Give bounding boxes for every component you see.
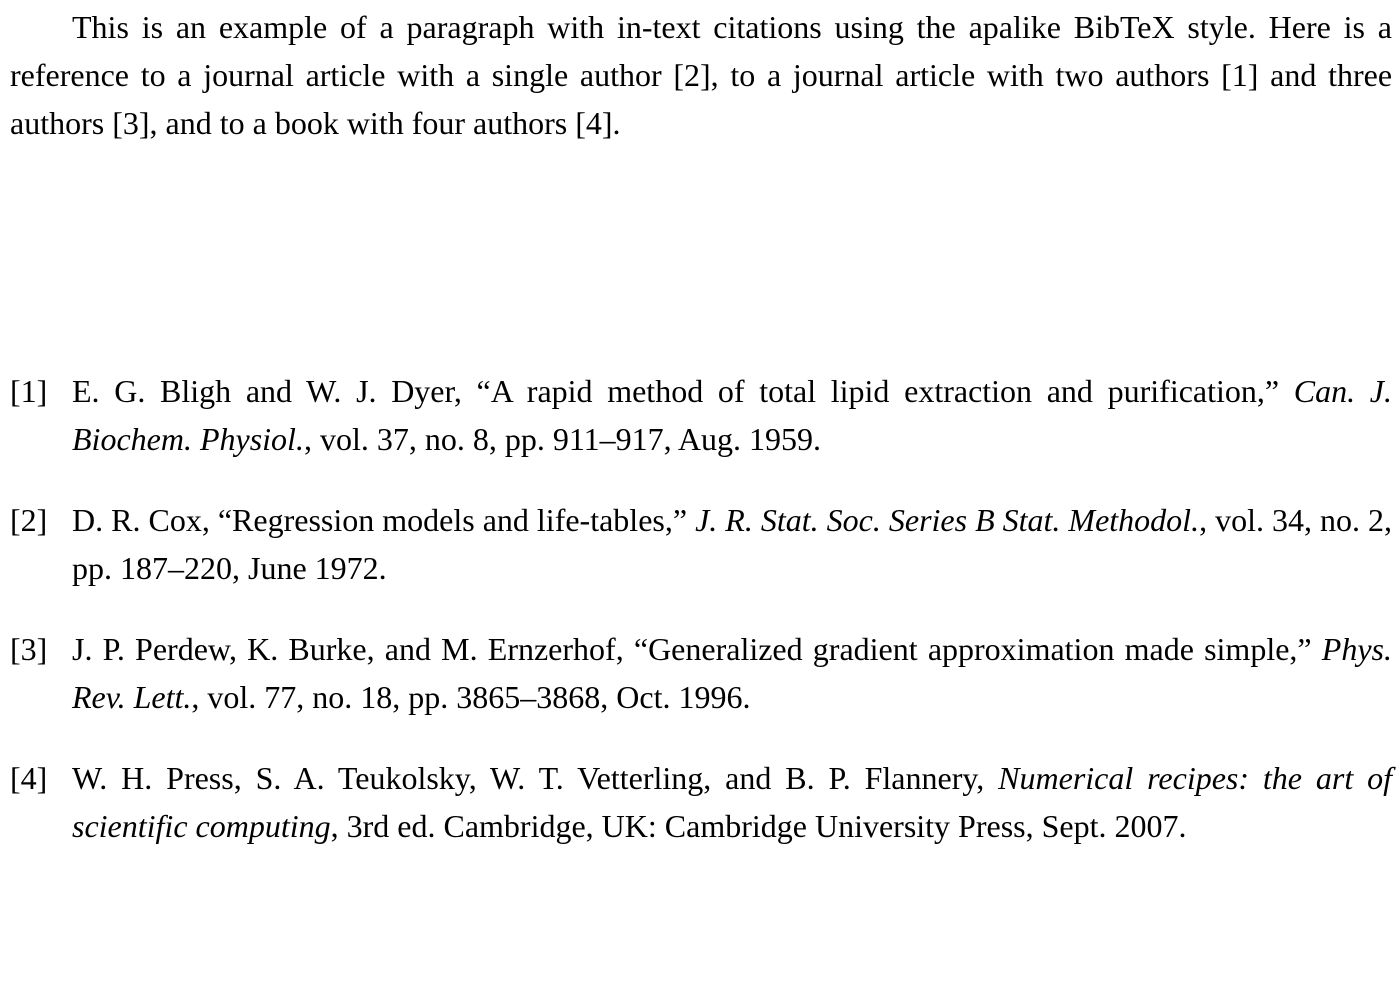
paragraph-text-3: and three authors — [10, 57, 1393, 141]
reference-label: [2] — [10, 502, 48, 538]
citation-4: [4] — [575, 105, 613, 141]
paragraph-text-2: , to a journal article with two authors — [710, 57, 1222, 93]
reference-text — [72, 367, 1392, 463]
reference-authors-title: J. P. Perdew, K. Burke, and M. Ernzerhof, “Generalized gradient approximation made simple,” — [72, 631, 1322, 667]
reference-details: , vol. 34, no. 2, pp. 187–220, June 1972. — [72, 502, 1393, 586]
reference-venue: J. R. Stat. Soc. Series B Stat. Methodol. — [695, 502, 1200, 538]
reference-text — [72, 754, 1392, 850]
reference-list — [10, 367, 1392, 850]
reference-authors: W. H. Press, S. A. Teukolsky, W. T. Vetterling, and B. P. Flannery, — [72, 760, 999, 796]
paragraph-text-4: , and to a book with four authors — [149, 105, 576, 141]
reference-label: [4] — [10, 760, 48, 796]
reference-text — [72, 496, 1392, 592]
reference-label: [1] — [10, 373, 48, 409]
reference-authors-title: D. R. Cox, “Regression models and life-tables,” — [72, 502, 696, 538]
reference-item — [10, 496, 1392, 592]
reference-text — [72, 625, 1392, 721]
citation-1: [1] — [1221, 57, 1259, 93]
reference-details: , 3rd ed. Cambridge, UK: Cambridge University Press, Sept. 2007. — [330, 808, 1187, 844]
citation-3: [3] — [112, 105, 150, 141]
reference-venue: Phys. Rev. Lett. — [72, 631, 1392, 715]
reference-item — [10, 367, 1392, 463]
intro-paragraph — [10, 3, 1392, 147]
reference-label: [3] — [10, 631, 48, 667]
reference-book-title: Numerical recipes: the art of scientific computing — [72, 760, 1393, 844]
reference-item — [10, 625, 1392, 721]
reference-details: , vol. 37, no. 8, pp. 911–917, Aug. 1959. — [303, 421, 821, 457]
paragraph-text-1: This is an example of a paragraph with in-text citations using the apalike BibTeX style. Here is a reference to a journal article with a single author — [10, 9, 1392, 93]
reference-authors-title: E. G. Bligh and W. J. Dyer, “A rapid method of total lipid extraction and purification,” — [72, 373, 1294, 409]
reference-details: , vol. 77, no. 18, pp. 3865–3868, Oct. 1996. — [191, 679, 751, 715]
paragraph-text-5: . — [612, 105, 621, 141]
citation-2: [2] — [673, 57, 711, 93]
reference-venue: Can. J. Biochem. Physiol. — [72, 373, 1393, 457]
reference-item — [10, 754, 1392, 850]
